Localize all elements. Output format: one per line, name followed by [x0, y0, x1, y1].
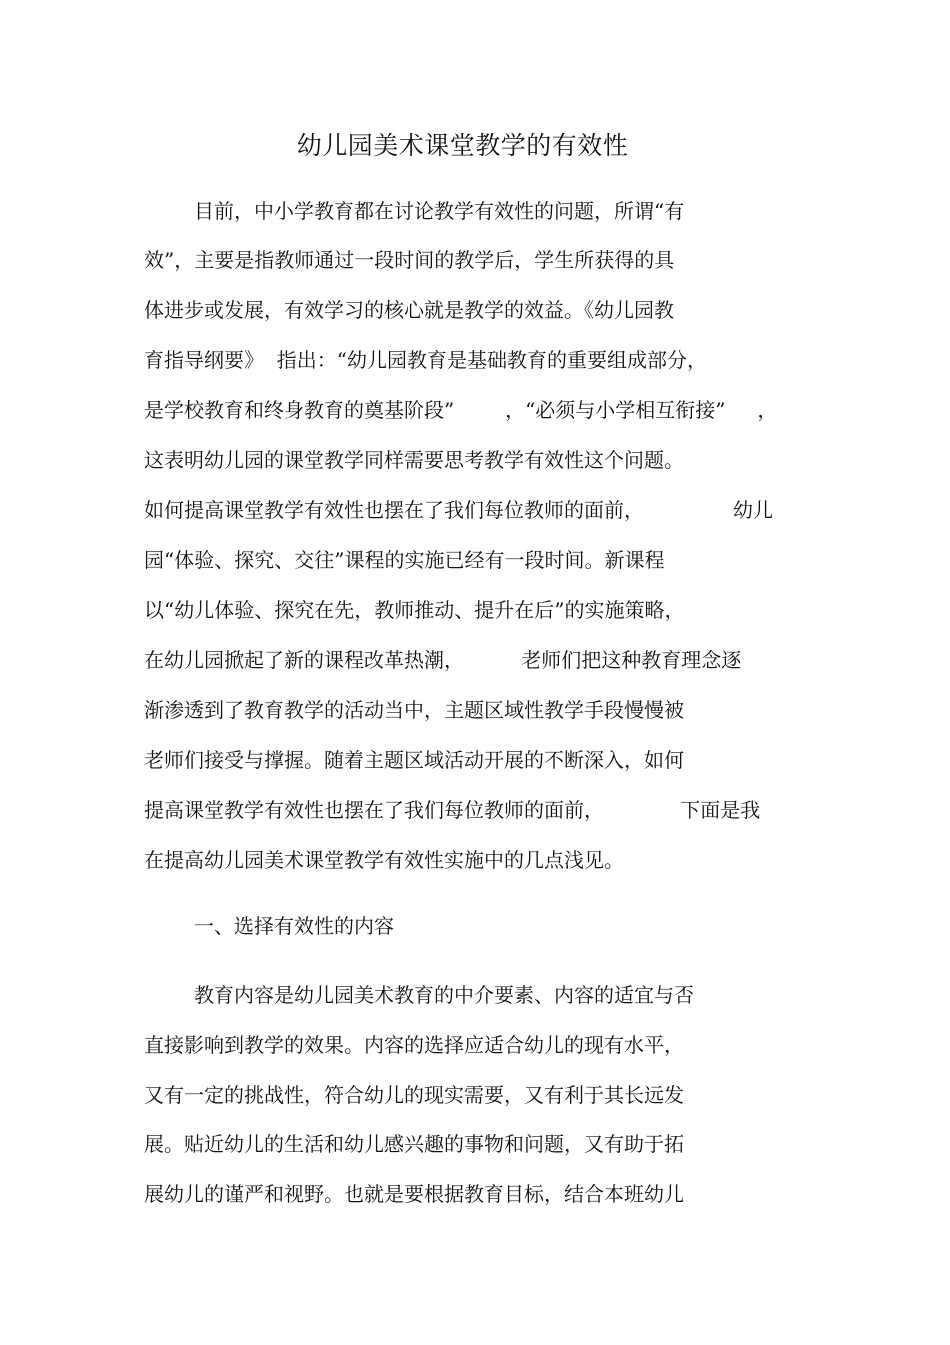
paragraph-line: 园“体验、探究、交往”课程的实施已经有一段时间。新课程 — [144, 548, 665, 572]
paragraph-line: 又有一定的挑战性，符合幼儿的现实需要，又有利于其长远发 — [144, 1083, 684, 1107]
paragraph-line: 目前，中小学教育都在讨论教学有效性的问题，所谓“有 — [194, 199, 685, 223]
paragraph-line: 教育内容是幼儿园美术教育的中介要素、内容的适宜与否 — [194, 983, 694, 1007]
paragraph-line: 渐渗透到了教育教学的活动当中，主题区域性教学手段慢慢被 — [144, 698, 684, 722]
paragraph-line: 直接影响到教学的效果。内容的选择应适合幼儿的现有水平， — [144, 1033, 684, 1057]
paragraph-line: 展幼儿的谨严和视野。也就是要根据教育目标，结合本班幼儿 — [144, 1182, 684, 1206]
paragraph-line: 如何提高课堂教学有效性也摆在了我们每位教师的面前， 幼儿 — [144, 498, 774, 522]
paragraph-line: 体进步或发展，有效学习的核心就是教学的效益。《幼儿园教 — [144, 298, 674, 322]
paragraph-line: 效”，主要是指教师通过一段时间的教学后，学生所获得的具 — [144, 248, 675, 272]
section-heading: 一、选择有效性的内容 — [194, 914, 394, 938]
document-title: 幼儿园美术课堂教学的有效性 — [296, 131, 629, 160]
paragraph-line: 在提高幼儿园美术课堂教学有效性实施中的几点浅见。 — [144, 848, 624, 872]
paragraph-line: 是学校教育和终身教育的奠基阶段” ，“必须与小学相互衔接” ， — [144, 398, 778, 422]
paragraph-line: 在幼儿园掀起了新的课程改革热潮， 老师们把这种教育理念逐 — [144, 648, 742, 672]
paragraph-line: 以“幼儿体验、探究在先，教师推动、提升在后”的实施策略， — [144, 598, 685, 622]
paragraph-line: 展。贴近幼儿的生活和幼儿感兴趣的事物和问题，又有助于拓 — [144, 1132, 684, 1156]
paragraph-line: 提高课堂教学有效性也摆在了我们每位教师的面前， 下面是我 — [144, 798, 761, 822]
paragraph-line: 这表明幼儿园的课堂教学同样需要思考教学有效性这个问题。 — [144, 448, 684, 472]
paragraph-line: 老师们接受与撑握。随着主题区域活动开展的不断深入，如何 — [144, 748, 684, 772]
paragraph-line: 育指导纲要》 指出：“幼儿园教育是基础教育的重要组成部分， — [144, 348, 707, 372]
